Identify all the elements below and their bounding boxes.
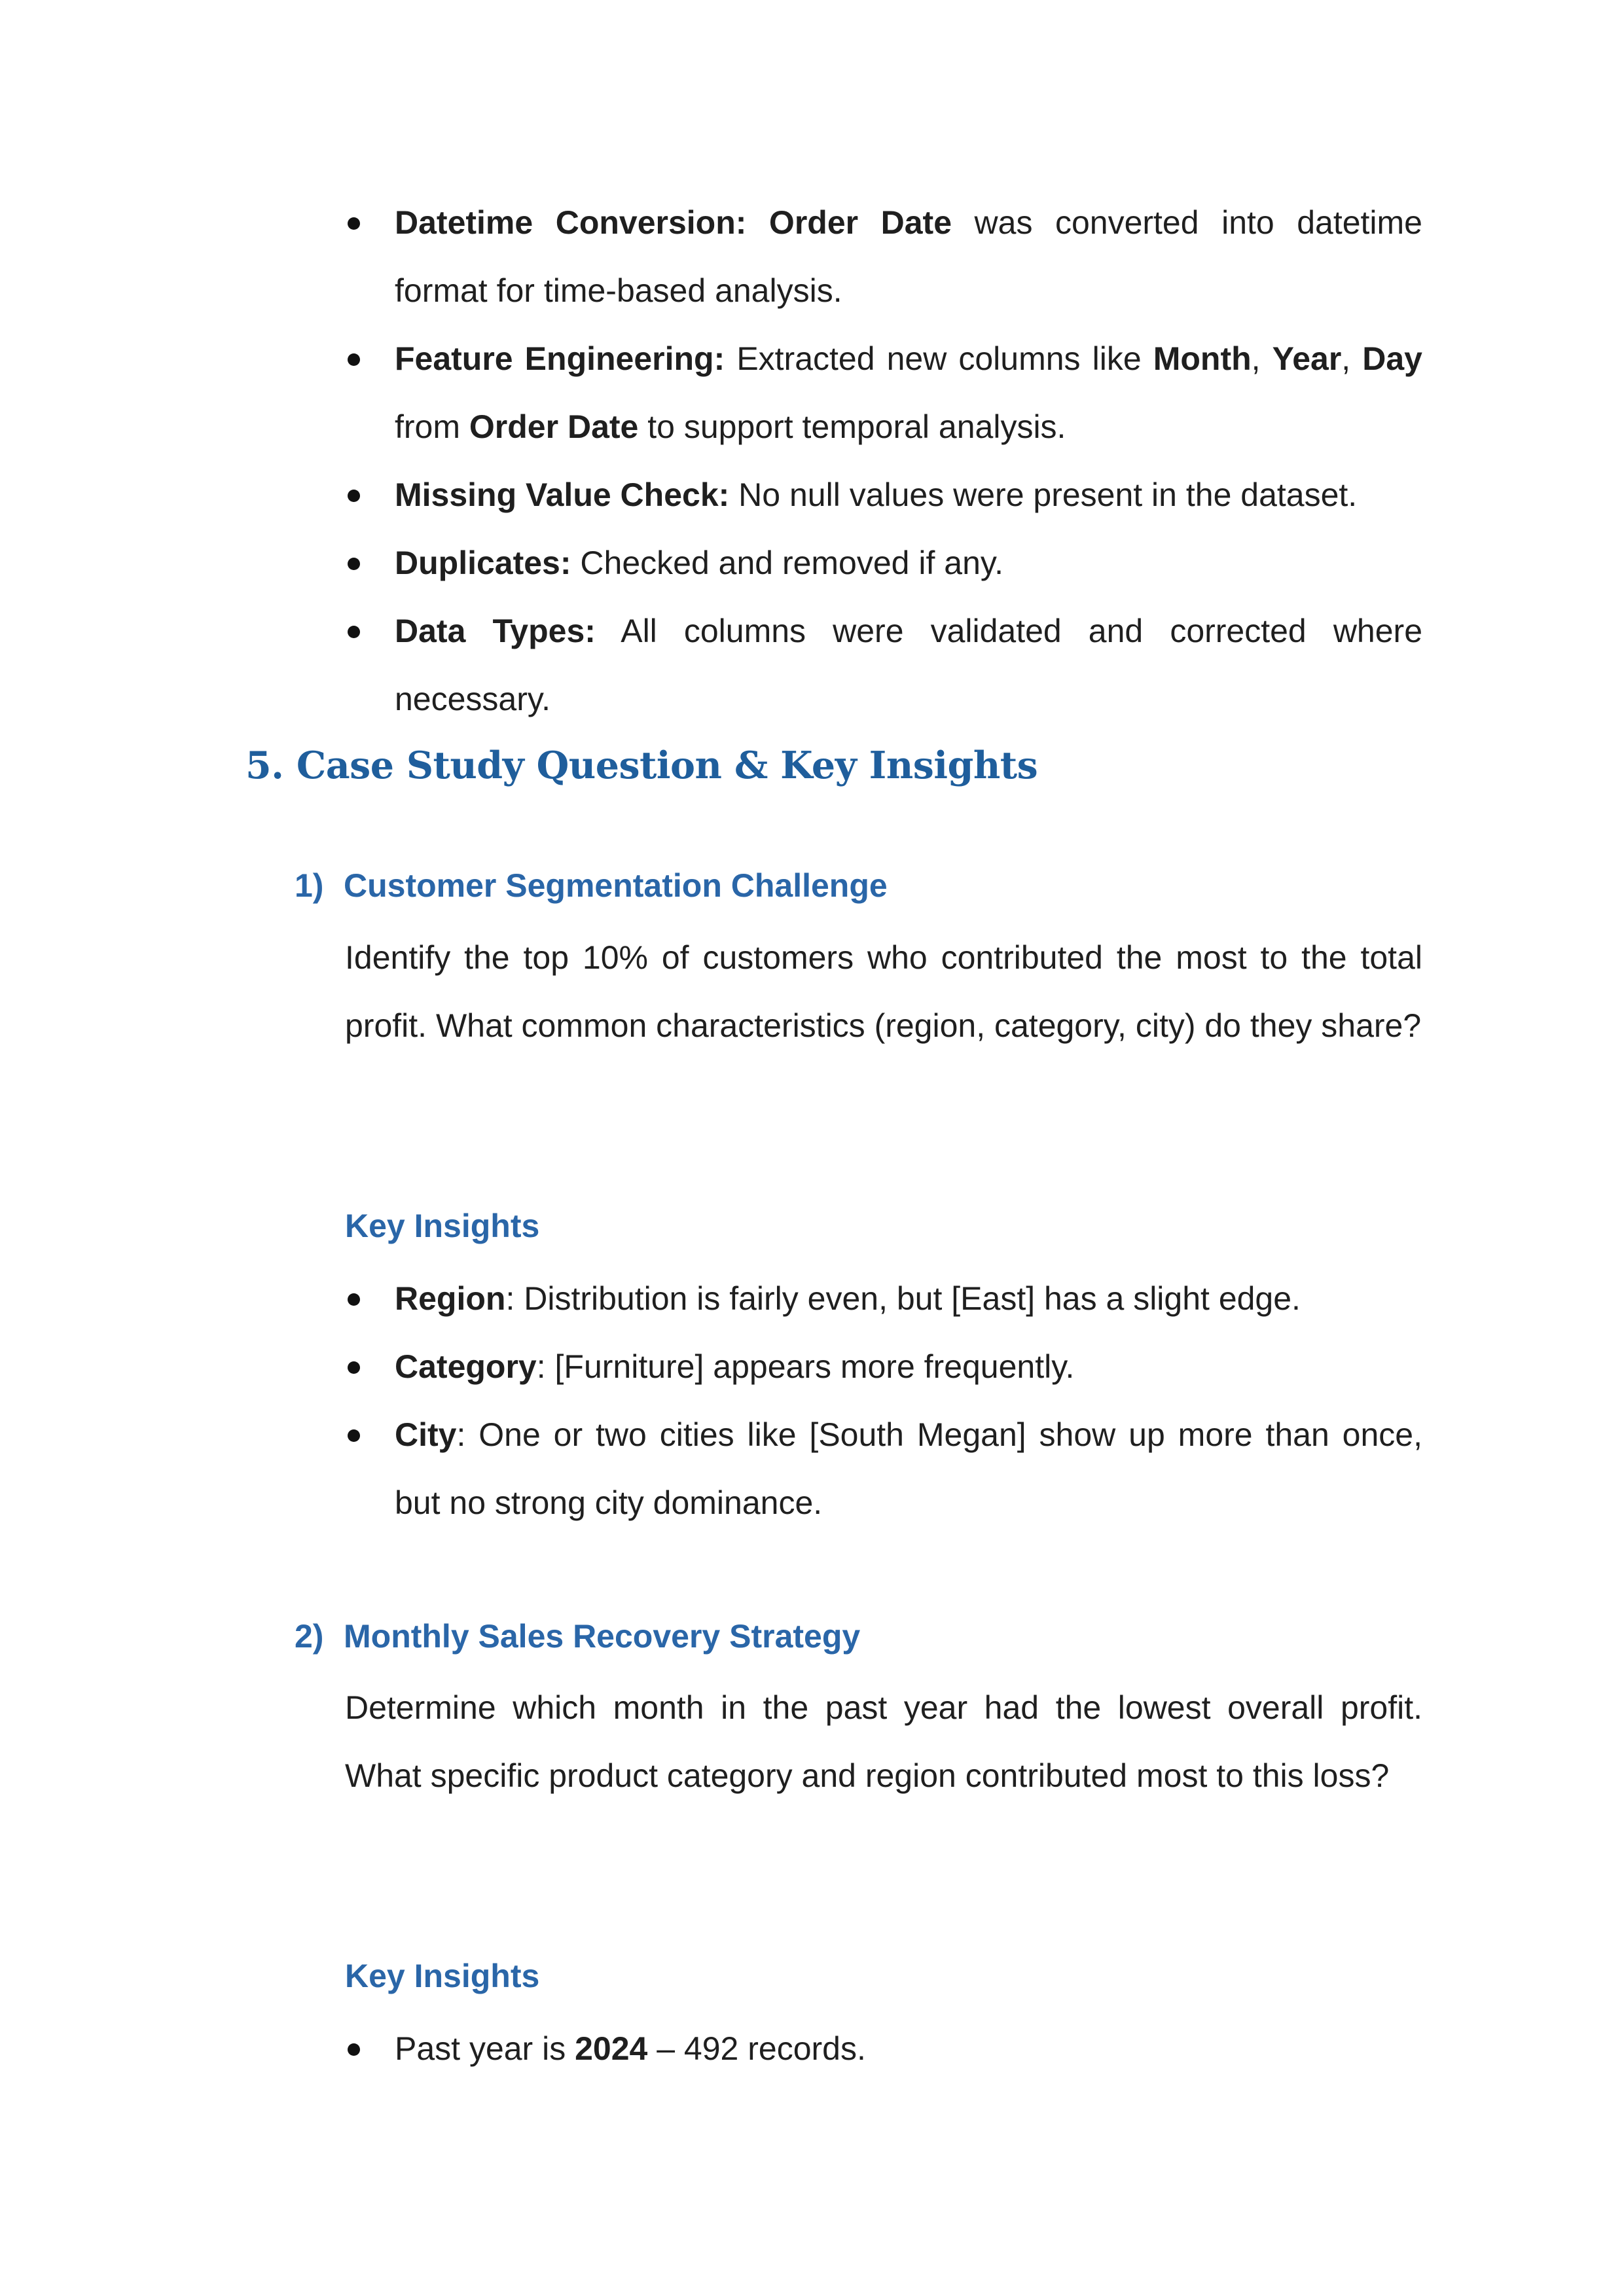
bold-text: Feature Engineering: (395, 340, 725, 377)
text-run: to support temporal analysis. (638, 408, 1066, 445)
cleaning-step-item (346, 461, 1422, 529)
key-insights-2-heading: Key Insights (345, 1958, 540, 1994)
bullet-icon (348, 1429, 360, 1442)
bullet-icon (348, 490, 360, 502)
bullet-icon (348, 1361, 360, 1374)
insight-item (346, 1265, 1422, 1333)
cleaning-step-item (346, 529, 1422, 597)
bold-text: 2024 (575, 2030, 648, 2067)
bold-text: Region (395, 1280, 506, 1317)
bold-text: Day (1362, 340, 1422, 377)
question-1-title (295, 863, 888, 908)
bold-text: Month (1153, 340, 1252, 377)
question-1-number: 1) (295, 867, 324, 904)
text-run: : One or two cities like [South Megan] show up more than once, but no strong city dominance. (395, 1416, 1422, 1521)
text-run: Checked and removed if any. (571, 545, 1004, 581)
bold-text: Duplicates: (395, 545, 571, 581)
bullet-icon (348, 2043, 360, 2056)
insight-item (346, 1333, 1422, 1401)
key-insights-2-list (346, 2015, 1422, 2083)
question-2-title-text: Monthly Sales Recovery Strategy (344, 1618, 861, 1655)
key-insights-1-heading: Key Insights (345, 1208, 540, 1244)
text-run: All columns were validated and corrected where necessary. (395, 613, 1422, 717)
text-run: No null values were present in the dataset. (729, 476, 1358, 513)
text-run: , (1341, 340, 1363, 377)
bold-text: Category (395, 1348, 537, 1385)
bold-text: Data Types: (395, 613, 596, 649)
bold-text: Datetime Conversion: Order Date (395, 204, 952, 241)
bullet-icon (348, 558, 360, 570)
bold-text: City (395, 1416, 457, 1453)
bullet-icon (348, 626, 360, 638)
bullet-icon (348, 1293, 360, 1306)
text-run: Past year is (395, 2030, 575, 2067)
text-run: Extracted new columns like (725, 340, 1153, 377)
text-run: : Distribution is fairly even, but [East] has a slight edge. (505, 1280, 1301, 1317)
insight-item (346, 1401, 1422, 1537)
text-run: – 492 records. (647, 2030, 866, 2067)
question-2-title (295, 1613, 860, 1659)
text-run: : [Furniture] appears more frequently. (536, 1348, 1075, 1385)
text-run: , (1251, 340, 1272, 377)
bold-text: Missing Value Check: (395, 476, 730, 513)
bold-text: Order Date (469, 408, 639, 445)
question-2-text: Determine which month in the past year had the lowest overall profit. What specific product category and region contributed most to this loss? (345, 1689, 1422, 1794)
cleaning-step-item (346, 188, 1422, 325)
question-2-number: 2) (295, 1618, 324, 1655)
question-1-title-text: Customer Segmentation Challenge (344, 867, 888, 904)
key-insights-1-list (346, 1265, 1422, 1537)
question-1-text: Identify the top 10% of customers who contributed the most to the total profit. What common characteristics (region, category, city) do they share? (345, 939, 1422, 1044)
section-heading: 5. Case Study Question & Key Insights (245, 744, 1038, 787)
data-cleaning-list (346, 188, 1422, 733)
bullet-icon (348, 353, 360, 366)
bullet-icon (348, 217, 360, 230)
text-run: was converted into datetime format for time-based analysis. (395, 204, 1422, 309)
bold-text: Year (1272, 340, 1342, 377)
text-run: from (395, 408, 469, 445)
cleaning-step-item (346, 597, 1422, 733)
cleaning-step-item (346, 325, 1422, 461)
insight-item (346, 2015, 1422, 2083)
